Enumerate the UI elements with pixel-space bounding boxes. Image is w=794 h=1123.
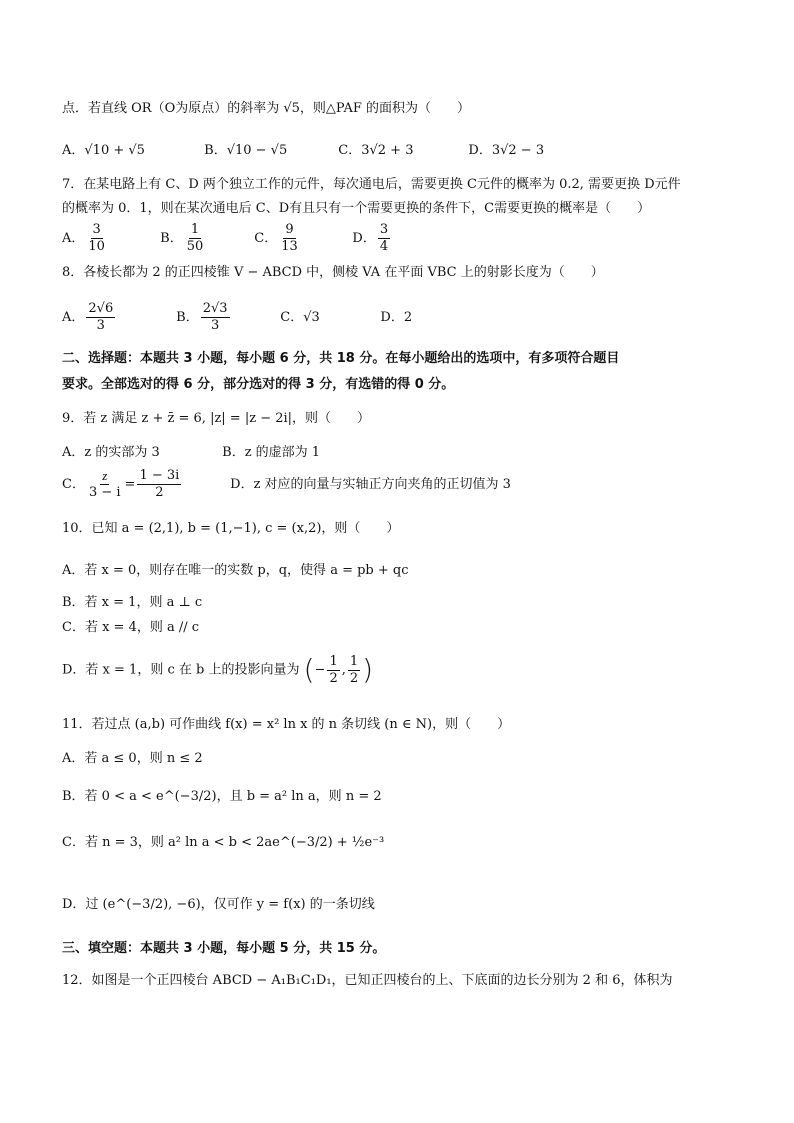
section2-heading-line2: 要求。全部选对的得 6 分，部分选对的得 3 分，有选错的得 0 分。: [62, 377, 455, 392]
fraction-denominator: 3: [96, 318, 105, 333]
q12-stem: 12．如图是一个正四棱台 ABCD − A₁B₁C₁D₁，已知正四棱台的上、下底面的边长分别为 2 和 6，体积为: [62, 973, 673, 988]
q6-options: [62, 142, 544, 160]
section2-heading-line1: 二、选择题：本题共 3 小题，每小题 6 分，共 18 分。在每小题给出的选项中，有多项符合题目: [62, 351, 620, 366]
fraction-numerator: 3: [379, 222, 389, 237]
q6-option-a: A．√10 + √5: [62, 143, 145, 158]
q11-option-a: A．若 a ≤ 0，则 n ≤ 2: [62, 751, 203, 766]
q7-option-c: [254, 220, 348, 258]
q10-option-d-text: D．若 x = 1，则 c 在 b 上的投影向量为: [62, 662, 300, 678]
q7-stem-line2: 的概率为 0．1，则在某次通电后 C、D有且只有一个需要更换的条件下，C需要更换的概率是（ ）: [62, 201, 651, 216]
equals-sign: =: [124, 477, 136, 492]
q10-option-a: A．若 x = 0，则存在唯一的实数 p，q，使得 a = pb + qc: [62, 563, 409, 578]
q8-option-a: [62, 298, 172, 338]
q7-option-a-fraction: [86, 222, 107, 255]
fraction-denominator: 50: [186, 239, 204, 254]
q10-stem: 10．已知 a = (2,1), b = (1,−1), c = (x,2)，则（ ）: [62, 521, 400, 536]
q7-option-b: [160, 220, 250, 258]
q9-options-ab: [62, 444, 320, 462]
section3-heading: 三、填空题：本题共 3 小题，每小题 5 分，共 15 分。: [62, 941, 386, 956]
fraction-numerator: 9: [285, 222, 294, 237]
q7-option-d-label: D．: [352, 231, 376, 246]
q11-option-b: B．若 0 < a < e^(−3/2)，且 b = a² ln a，则 n = 2: [62, 789, 382, 804]
minus-sign: −: [314, 662, 326, 678]
q10-option-b: B．若 x = 1，则 a ⊥ c: [62, 595, 203, 610]
fraction-numerator: 1: [190, 222, 200, 237]
q6-stem-text: 点．若直线 OR（O为原点）的斜率为 √5，则△PAF 的面积为（ ）: [62, 101, 471, 116]
q9-stem: 9．若 z 满足 z + z̄ = 6, |z| = |z − 2i|，则（ ）: [62, 411, 371, 426]
q6-option-d: D．3√2 − 3: [468, 143, 545, 158]
q7-option-a: [62, 220, 156, 258]
q9-option-c-label: C．: [62, 477, 85, 492]
comma: ,: [341, 662, 346, 678]
q9-option-c: [62, 466, 226, 504]
q6-stem: [62, 100, 470, 118]
q9-option-b: B．z 的虚部为 1: [222, 445, 321, 460]
q9-option-a: A．z 的实部为 3: [62, 445, 160, 460]
q8-options: [62, 298, 412, 338]
q7-options: [62, 220, 392, 258]
fraction-denominator: 10: [88, 239, 105, 254]
q9-options-cd: [62, 466, 511, 504]
q8-option-a-fraction: [86, 301, 115, 334]
q7-option-b-label: B．: [160, 231, 183, 246]
q7-option-c-label: C．: [254, 231, 278, 246]
fraction-numerator: 2√6: [88, 301, 114, 316]
q10-option-d: [62, 652, 373, 689]
q9-option-d: D．z 对应的向量与实轴正方向夹角的正切值为 3: [230, 477, 511, 492]
q8-option-b-label: B．: [176, 310, 199, 325]
fraction-numerator: 1: [329, 653, 338, 669]
q9-option-c-fraction-right: [137, 468, 181, 501]
q9-option-c-fraction-left: [87, 468, 123, 501]
fraction-denominator: 4: [379, 239, 389, 254]
fraction-numerator: z: [102, 468, 108, 483]
q6-option-b: B．√10 − √5: [204, 143, 288, 158]
q11-option-d: D．过 (e^(−3/2), −6)，仅可作 y = f(x) 的一条切线: [62, 897, 375, 912]
q8-option-b-fraction: [201, 301, 230, 334]
fraction-numerator: 3: [92, 222, 101, 237]
fraction-numerator: 1 − 3i: [139, 468, 180, 483]
q8-option-c: C．√3: [280, 310, 320, 325]
fraction-denominator: 3 − i: [88, 485, 121, 500]
fraction-numerator: 1: [349, 653, 359, 669]
fraction-denominator: 3: [210, 318, 220, 333]
left-paren: (: [303, 653, 315, 686]
right-paren: ): [362, 653, 374, 686]
q10-option-d-fraction-1: [327, 654, 339, 687]
q7-stem-line1: 7．在某电路上有 C、D 两个独立工作的元件，每次通电后，需要更换 C元件的概率为 0.2, 需要更换 D元件: [62, 177, 681, 192]
q7-option-c-fraction: [279, 222, 300, 255]
q8-option-a-label: A．: [62, 310, 85, 325]
q10-option-d-fraction-2: [348, 654, 360, 687]
q11-option-c: C．若 n = 3，则 a² ln a < b < 2ae^(−3/2) + ½e⁻³: [62, 835, 385, 850]
q7-option-d-fraction: [378, 222, 390, 255]
q7-option-a-label: A．: [62, 231, 85, 246]
q8-option-b: [176, 298, 276, 338]
q7-option-b-fraction: [185, 222, 206, 255]
fraction-denominator: 2: [155, 485, 164, 500]
q6-option-c: C．3√2 + 3: [338, 143, 414, 158]
fraction-denominator: 13: [281, 239, 298, 254]
fraction-denominator: 2: [349, 670, 359, 686]
q8-stem: 8．各棱长都为 2 的正四棱锥 V − ABCD 中，侧棱 VA 在平面 VBC 上的射影长度为（ ）: [62, 265, 604, 280]
q10-option-c: C．若 x = 4，则 a // c: [62, 620, 200, 635]
fraction-numerator: 2√3: [202, 301, 228, 316]
q8-option-d: D．2: [380, 310, 413, 325]
q11-stem: 11．若过点 (a,b) 可作曲线 f(x) = x² ln x 的 n 条切线 (n ∈ N)，则（ ）: [62, 717, 511, 732]
q7-option-d: [352, 220, 392, 258]
fraction-denominator: 2: [329, 670, 338, 686]
